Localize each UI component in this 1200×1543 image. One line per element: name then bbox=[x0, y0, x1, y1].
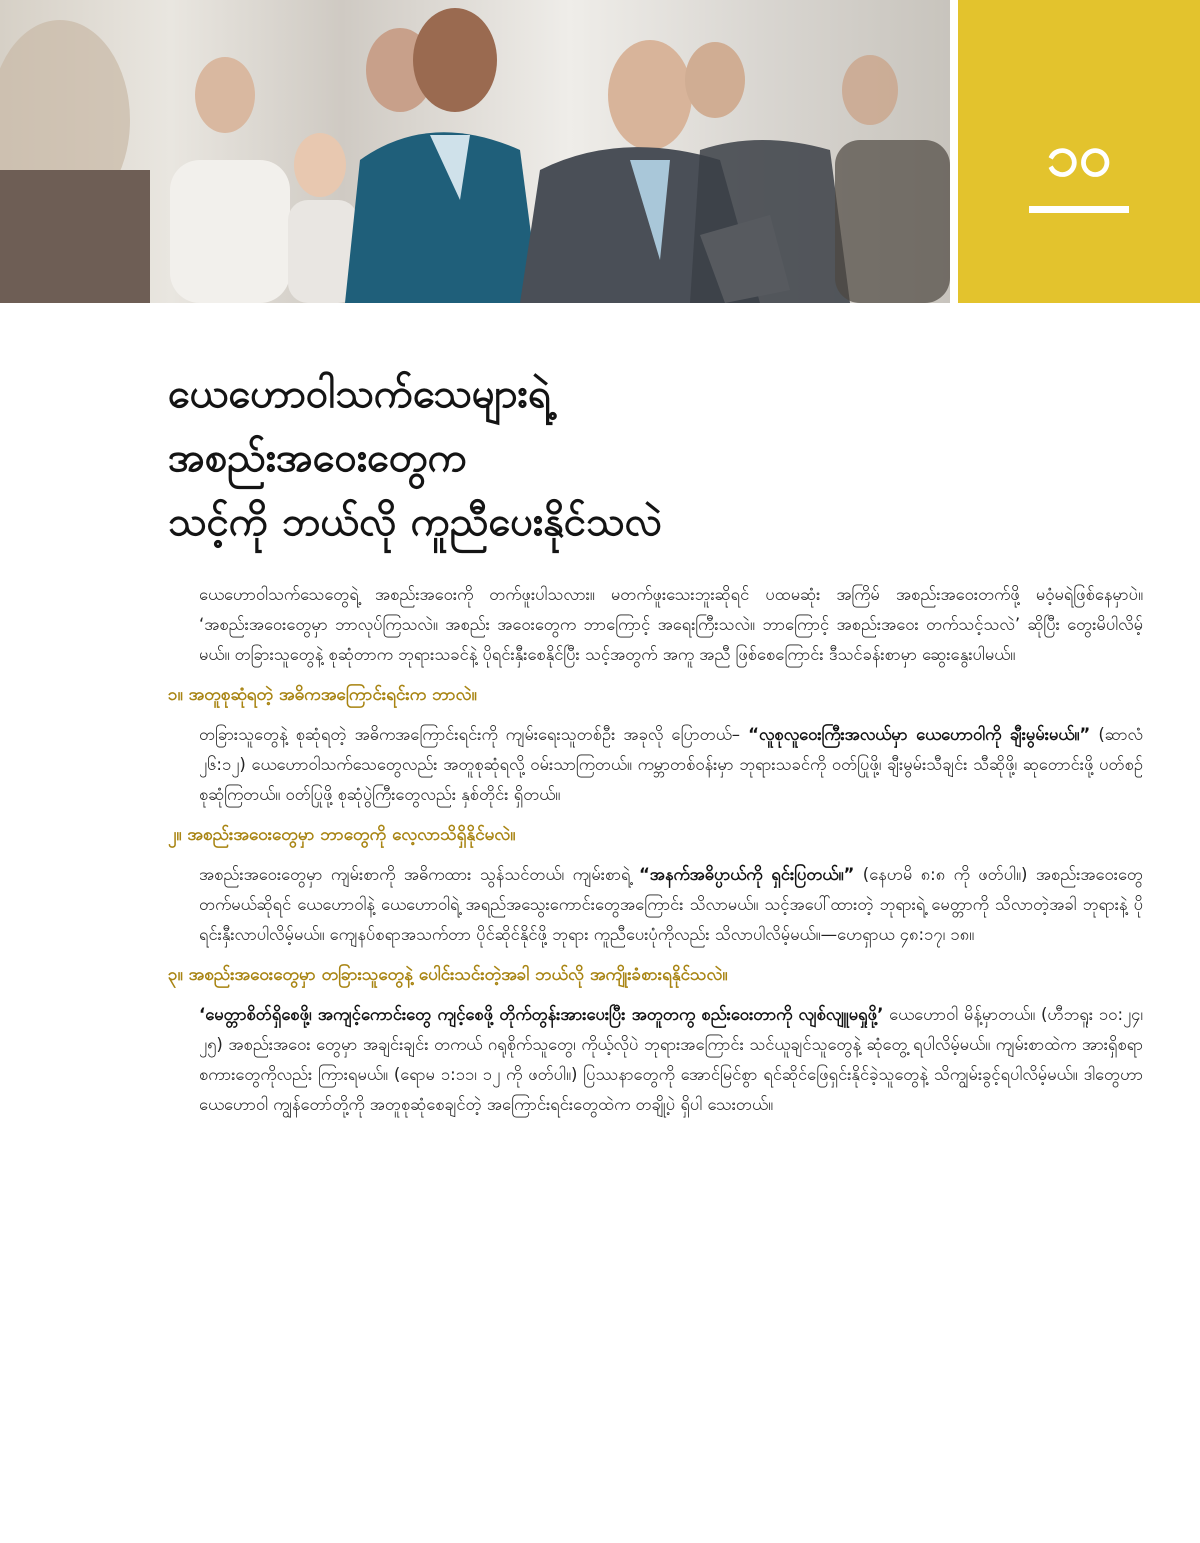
paragraph-text: ယေဟောဝါ မိန့်မှာတယ်။ (ဟီဘရူး ၁၀:၂၄၊ ၂၅) အစည်းအဝေး တွေမှာ အချင်းချင်း တကယ် ဂရုစိုက်သူတွေ၊ ကိုယ့်လိုပဲ ဘုရားအကြောင်း သင်ယူချင်သူတွေနဲ့ ဆုံတွေ့ ရပါလိမ့်မယ်။ ကျမ်းစာထဲက အားရှိစရာစကားတွေကိုလည်း ကြားရမယ်။ (ရောမ ၁:၁၁၊ ၁၂ ကို ဖတ်ပါ။) ပြဿနာတွေကို အောင်မြင်စွာ ရင်ဆိုင်ဖြေရှင်းနိုင်ခဲ့သူတွေနဲ့ သိကျွမ်းခွင့်ရပါလိမ့်မယ်။ ဒါတွေဟာ ယေဟောဝါ ကျွန်တော်တို့ကို အတူစုဆုံစေချင်တဲ့ အကြောင်းရင်းတွေထဲက တချို့ပဲ ရှိပါ သေးတယ်။ bbox=[199, 1005, 1144, 1114]
answer-paragraph bbox=[168, 1000, 1143, 1120]
hero-photo bbox=[0, 0, 950, 303]
paragraph-text: (နေဟမိ ၈:၈ ကို ဖတ်ပါ။) အစည်းအဝေးတွေ တက်မယ်ဆိုရင် ယေဟောဝါနဲ့ ယေဟောဝါရဲ့ အရည်အသွေးကောင်းတွေအကြောင်း သိလာမယ်။ သင့်အပေါ်ထားတဲ့ ဘုရားရဲ့ မေတ္တာကို သိလာတဲ့အခါ ဘုရားနဲ့ ပိုရင်းနှီးလာပါလိမ့်မယ်။ ကျေနပ်စရာအသက်တာ ပိုင်ဆိုင်နိုင်ဖို့ ဘုရား ကူညီပေးပုံကိုလည်း သိလာပါလိမ့်မယ်။—ဟေရှာယ ၄၈:၁၇၊ ၁၈။ bbox=[199, 865, 1143, 944]
scripture-quote: “အနက်အဓိပ္ပာယ်ကို ရှင်းပြတယ်။” bbox=[638, 865, 855, 884]
answer-paragraph bbox=[168, 860, 1143, 950]
scripture-quote: ‘မေတ္တာစိတ်ရှိစေဖို့၊ အကျင့်ကောင်းတွေ ကျင့်စေဖို့ တိုက်တွန်းအားပေးပြီး အတူတကွ စည်းဝေးတာကို လျစ်လျူမရှုဖို့’ bbox=[199, 1005, 884, 1024]
lesson-body bbox=[168, 580, 1143, 1120]
congregation-photo bbox=[0, 0, 950, 303]
scripture-quote: “လူစုလူဝေးကြီးအလယ်မှာ ယေဟောဝါကို ချီးမွမ်းမယ်။” bbox=[748, 725, 1091, 744]
title-line: အစည်းအဝေးတွေက bbox=[168, 435, 467, 481]
intro-paragraph: ယေဟောဝါသက်သေတွေရဲ့ အစည်းအဝေးကို တက်ဖူးပါသလား။ မတက်ဖူးသေးဘူးဆိုရင် ပထမဆုံး အကြိမ် အစည်းအဝေးတက်ဖို့ မဝံ့မရဲဖြစ်နေမှာပဲ။ ‘အစည်းအဝေးတွေမှာ ဘာလုပ်ကြသလဲ။ အစည်း အဝေးတွေက ဘာကြောင့် အရေးကြီးသလဲ။ ဘာကြောင့် အစည်းအဝေး တက်သင့်သလဲ’ ဆိုပြီး တွေးမိပါလိမ့်မယ်။ တခြားသူတွေနဲ့ စုဆုံတာက ဘုရားသခင်နဲ့ ပိုရင်းနှီးစေနိုင်ပြီး သင့်အတွက် အကူ အညီ ဖြစ်စေကြောင်း ဒီသင်ခန်းစာမှာ ဆွေးနွေးပါမယ်။ bbox=[199, 585, 1143, 664]
badge-underline bbox=[1029, 206, 1129, 213]
title-line: သင့်ကို ဘယ်လို ကူညီပေးနိုင်သလဲ bbox=[168, 499, 663, 545]
question-heading: ၂။ အစည်းအဝေးတွေမှာ ဘာတွေကို လေ့လာသိရှိနိုင်မလဲ။ bbox=[168, 825, 516, 845]
question-heading: ၁။ အတူစုဆုံရတဲ့ အဓိကအကြောင်းရင်းက ဘာလဲ။ bbox=[168, 685, 477, 705]
paragraph-text: အစည်းအဝေးတွေမှာ ကျမ်းစာကို အဓိကထား သွန်သင်တယ်၊ ကျမ်းစာရဲ့ bbox=[199, 865, 639, 884]
answer-paragraph bbox=[168, 720, 1143, 810]
title-line: ယေဟောဝါသက်သေများရဲ့ bbox=[168, 371, 551, 417]
page-title bbox=[168, 362, 1068, 554]
lesson-number-badge bbox=[958, 0, 1200, 303]
question-heading: ၃။ အစည်းအဝေးတွေမှာ တခြားသူတွေနဲ့ ပေါင်းသင်းတဲ့အခါ ဘယ်လို အကျိုးခံစားရနိုင်သလဲ။ bbox=[168, 965, 728, 985]
paragraph-text: (ဆာလံ ၂၆:၁၂) ယေဟောဝါသက်သေတွေလည်း အတူစုဆုံရလို့ ဝမ်းသာကြတယ်။ ကမ္ဘာတစ်ဝန်းမှာ ဘုရားသခင်ကို ဝတ်ပြုဖို့၊ ချီးမွမ်းသီချင်း သီဆိုဖို့၊ ဆုတောင်းဖို့ ပတ်စဉ် စုဆုံကြတယ်။ ဝတ်ပြုဖို့ စုဆုံပွဲကြီးတွေလည်း နှစ်တိုင်း ရှိတယ်။ bbox=[199, 725, 1143, 804]
lesson-number: ၁၀ bbox=[1046, 121, 1112, 189]
paragraph-text: တခြားသူတွေနဲ့ စုဆုံရတဲ့ အဓိကအကြောင်းရင်းကို ကျမ်းရေးသူတစ်ဦး အခုလို ပြောတယ်– bbox=[199, 725, 749, 744]
